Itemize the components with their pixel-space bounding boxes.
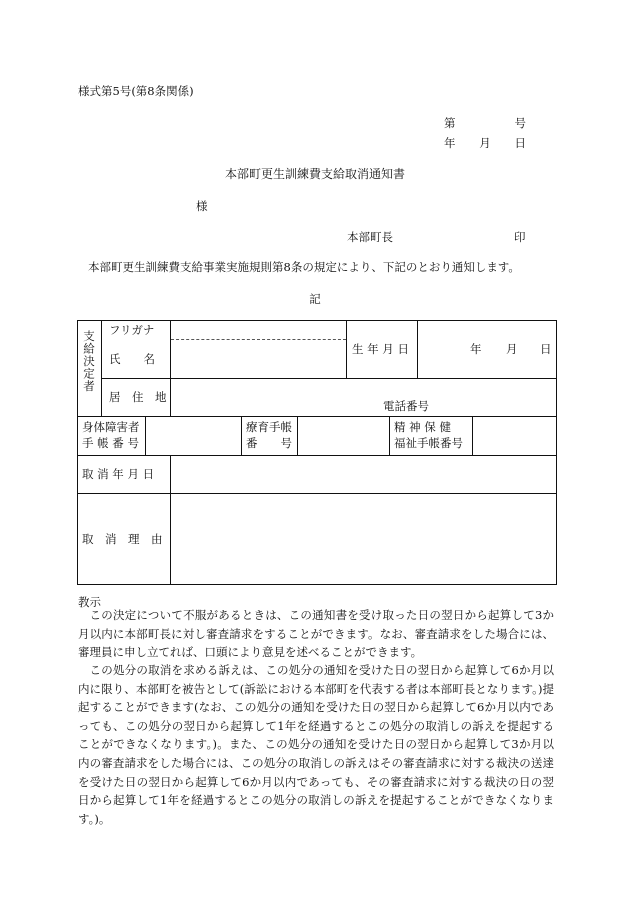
mental-cert-label-line-2: 福祉手帳番号 [394, 436, 463, 450]
birth-month: 月 [506, 342, 518, 357]
birth-day: 日 [540, 342, 552, 357]
cancel-date-label: 取 消 年 月 日 [82, 467, 155, 482]
table-line [556, 320, 557, 585]
addressee-honorific: 様 [196, 199, 208, 213]
table-line [297, 416, 298, 455]
name-input[interactable] [171, 341, 346, 378]
table-line [170, 455, 171, 585]
furigana-label: フリガナ [109, 322, 155, 337]
furigana-divider [171, 339, 346, 340]
notice-heading: 教示 [78, 595, 101, 609]
ryoiku-label-line-2: 番 号 [246, 436, 292, 450]
number-suffix: 号 [514, 116, 526, 130]
sender-name: 本部町長 [347, 230, 393, 244]
ryoiku-label-line-1: 療育手帳 [246, 420, 292, 434]
table-line [417, 320, 418, 378]
table-line [389, 416, 390, 455]
table-line [145, 416, 146, 455]
seal-mark: 印 [514, 230, 526, 244]
phone-label: 電話番号 [383, 399, 429, 413]
table-line [101, 320, 102, 416]
name-label: 氏 名 [109, 352, 155, 367]
recipient-section-label: 支給決定者 [82, 330, 96, 393]
table-line [346, 320, 347, 378]
birthdate-label: 生 年 月 日 [352, 342, 409, 357]
notice-paragraph-2: この処分の取消を求める訴えは、この処分の通知を受けた日の翌日から起算して6か月以内に限り、本部町を被告として(訴訟における本部町を代表する者は本部町長となります。)提起することができます(なお、この処分の通知を受けた日の翌日から起算して6か月以内であっても、この処分の翌日から起算して1年を経過するとこの処分の取消しの訴えを提起することができなくなります。)。また、この処分の通知を受けた日の翌日から起算して3か月以内の審査請求をした場合には、この処分の取消しの訴えはその審査請求に対する裁決の送達を受けた日の翌日から起算して6か月以内であっても、その審査請求に対する裁決の日の翌日から起算して1年を経過するとこの処分の取消しの訴えを提起することができなくなります。)。 [78, 663, 554, 826]
birth-year: 年 [470, 342, 482, 357]
date-month: 月 [479, 136, 491, 150]
cancel-reason-label: 取 消 理 由 [82, 531, 163, 546]
number-prefix: 第 [444, 116, 456, 130]
document-number-line [444, 118, 526, 130]
notice-paragraph-1: この決定について不服があるときは、この通知書を受け取った日の翌日から起算して3か月以内に本部町長に対し審査請求をすることができます。なお、審査請求をした場合には、審理員に申し立てれば、口頭により意見を述べることができます。 [78, 608, 554, 660]
mental-cert-label-line-1: 精 神 保 健 [394, 420, 451, 434]
table-line [77, 584, 557, 585]
physical-cert-label-line-2: 手 帳 番 号 [82, 436, 139, 450]
intro-text: 本部町更生訓練費支給事業実施規則第8条の規定により、下記のとおり通知します。 [88, 260, 520, 274]
furigana-input[interactable] [171, 321, 346, 339]
table-line [241, 416, 242, 455]
table-line [77, 416, 557, 417]
date-year: 年 [444, 136, 456, 150]
document-title: 本部町更生訓練費支給取消通知書 [224, 167, 405, 181]
address-label: 居 住 地 [109, 390, 167, 405]
table-line [472, 416, 473, 455]
ki-heading: 記 [309, 292, 321, 306]
form-id: 様式第5号(第8条関係) [78, 84, 194, 98]
date-day: 日 [514, 136, 526, 150]
physical-cert-label-line-1: 身体障害者 [82, 420, 140, 434]
document-date-line [444, 138, 526, 150]
table-line [77, 320, 78, 585]
